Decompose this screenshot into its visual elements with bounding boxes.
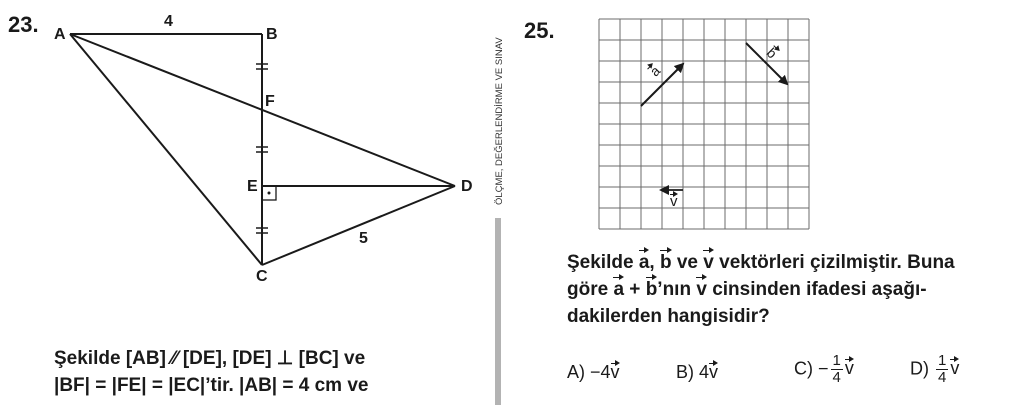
question-23-number: 23. (8, 12, 39, 37)
point-f-label: F (265, 93, 275, 110)
point-a-label: A (54, 26, 66, 43)
point-b-label: B (266, 26, 278, 43)
option-b[interactable]: B) 4v (676, 362, 719, 382)
right-angle-dot (268, 192, 271, 195)
q25-text-line-1: Şekilde a, b ve v vektörleri çizilmiştir. Buna (567, 249, 955, 276)
q25-text-line-2: göre a + b’nın v cinsinden ifadesi aşağı- (567, 276, 927, 303)
point-c-label: C (256, 268, 268, 285)
segment-cd (262, 186, 455, 265)
vector-b-label: b (763, 44, 781, 62)
q23-text-line-1: Şekilde [AB] ⁄⁄ [DE], [DE] ⊥ [BC] ve (54, 348, 366, 369)
length-ab-label: 4 (164, 13, 173, 30)
point-e-label: E (247, 178, 258, 195)
sidebar-bar (495, 218, 501, 405)
segment-ac (70, 34, 262, 265)
question-25-number: 25. (524, 18, 555, 43)
page-sidebar (491, 0, 505, 405)
option-d[interactable]: D) $\frac{1}{4}$ v (910, 352, 960, 386)
triangle-figure (0, 0, 490, 300)
q25-text-line-3: dakilerden hangisidir? (567, 306, 770, 327)
q23-text-line-2: |BF| = |FE| = |EC|’tir. |AB| = 4 cm ve (54, 375, 369, 396)
point-d-label: D (461, 178, 473, 195)
option-c[interactable]: C) − $\frac{1}{4}$ v (794, 352, 854, 386)
sidebar-vertical-text: ÖLÇME, DEĞERLENDİRME VE SINAV (494, 37, 505, 205)
option-a[interactable]: A) −4v (567, 362, 620, 382)
vector-v-label: v (670, 193, 678, 210)
vector-a-label: a (646, 62, 664, 80)
length-cd-label: 5 (359, 230, 368, 247)
